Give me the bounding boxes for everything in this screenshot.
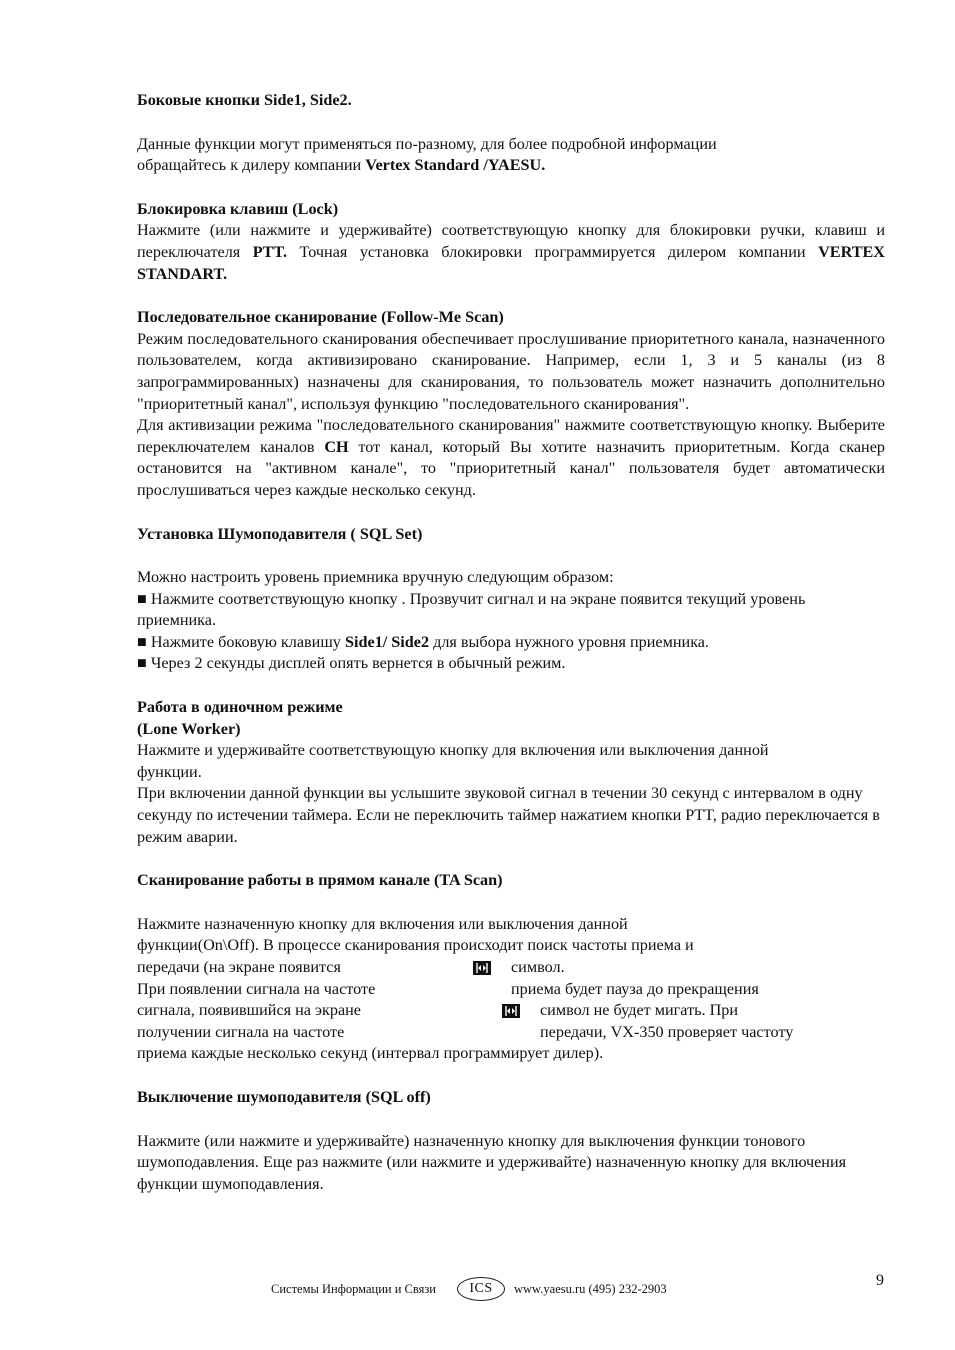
text: ■ Нажмите боковую клавишу	[137, 632, 345, 651]
heading-sql-set: Установка Шумоподавителя ( SQL Set)	[137, 524, 423, 543]
section-side-buttons-text	[137, 134, 885, 177]
paragraph: Нажмите и удерживайте соответствующую кнопку для включения или выключения данной функции.	[137, 741, 769, 781]
bold-text: Vertex Standard /YAESU.	[365, 156, 546, 175]
paragraph: Можно настроить уровень приемника вручную следующим образом:	[137, 568, 614, 587]
heading-side-buttons: Боковые кнопки Side1, Side2.	[137, 91, 352, 109]
page-number: 9	[876, 1272, 884, 1289]
bullet-item: ■ Через 2 секунды дисплей опять вернется в обычный режим.	[137, 654, 566, 673]
paragraph-line: приема каждые несколько секунд (интервал программирует дилер).	[137, 1044, 604, 1063]
paragraph	[137, 155, 885, 177]
heading-lock: Блокировка клавиш (Lock)	[137, 199, 339, 218]
section-lock	[137, 199, 885, 285]
text: Нажмите (или нажмите и удерживайте) соответствующую кнопку для блокировки ручки, клавиш и переключателя	[137, 221, 885, 261]
heading-follow-me-scan: Последовательное сканирование (Follow-Me Scan)	[137, 308, 504, 327]
heading-ta-scan: Сканирование работы в прямом канале (TA Scan)	[137, 871, 503, 890]
ics-logo: ICS	[457, 1277, 505, 1301]
section-follow-me-scan	[137, 307, 885, 501]
section-sql-set-heading	[137, 524, 885, 546]
text: передачи, VX-350 проверяет частоту	[540, 1022, 794, 1041]
ta-scan-icon	[502, 1004, 520, 1018]
page-footer	[0, 1277, 955, 1303]
text: передачи (на экране появится	[137, 958, 341, 976]
section-ta-scan	[137, 914, 885, 1065]
bold-text: Side1/ Side2	[344, 632, 430, 651]
paragraph	[137, 134, 885, 156]
text: символ.	[511, 958, 565, 976]
section-ta-scan-heading	[137, 870, 885, 892]
section-lone-worker	[137, 697, 885, 848]
ta-line-4	[137, 979, 885, 1001]
bullet-item: ■ Нажмите соответствующую кнопку . Прозвучит сигнал и на экране появится текущий уровень приемника.	[137, 589, 806, 630]
text: тот канал, который Вы хотите назначить приоритетным. Когда сканер остановится на "активном канале", то "приоритетный канал" пользователя будет автоматически прослушиваться через каждые несколько секунд.	[137, 437, 886, 499]
ta-line-6	[137, 1022, 885, 1044]
section-sql-off-heading	[137, 1087, 885, 1109]
document-body	[137, 90, 885, 1195]
text: Для активизации режима "последовательного сканирования" нажмите соответствующую кнопку. Выберите переключателем каналов	[137, 416, 885, 456]
bold-text: VERTEX STANDART.	[137, 242, 885, 283]
bold-text: PTT.	[252, 242, 288, 261]
section-sql-off	[137, 1131, 885, 1196]
paragraph: При включении данной функции вы услышите звуковой сигнал в течении 30 секунд с интервалом в одну секунду по истечении таймера. Если не переключить таймер нажатием кнопки PTT, радио переключается в режим аварии.	[137, 784, 880, 846]
heading-lone-worker: Работа в одиночном режиме	[137, 698, 343, 717]
text: приема будет пауза до прекращения	[511, 979, 759, 998]
paragraph: Нажмите (или нажмите и удерживайте) назначенную кнопку для выключения функции тонового шумоподавления. Еще раз нажмите (или нажмите и удерживайте) назначенную кнопку для включения функции шумоподавления.	[137, 1131, 847, 1193]
ta-line-5	[137, 1000, 885, 1022]
heading-sql-off: Выключение шумоподавителя (SQL off)	[137, 1087, 431, 1106]
text: При появлении сигнала на частоте	[137, 979, 376, 998]
ta-line-3	[137, 957, 885, 979]
paragraph	[137, 220, 885, 285]
text: получении сигнала на частоте	[137, 1022, 345, 1041]
section-sql-set	[137, 567, 885, 675]
text: символ не будет мигать. При	[540, 1001, 739, 1020]
text: Данные функции могут применяться по-разному, для более подробной информации	[137, 134, 717, 153]
paragraph-line: функции(On\Off). В процессе сканирования происходит поиск частоты приема и	[137, 936, 694, 955]
paragraph-line: Нажмите назначенную кнопку для включения или выключения данной	[137, 914, 628, 933]
bullet-item	[137, 632, 885, 654]
paragraph: Режим последовательного сканирования обеспечивает прослушивание приоритетного канала, назначенного пользователем, когда активизировано сканирование. Например, если 1, 3 и 5 каналы (из 8 запрограммированных) назначены для сканирования, то пользователь может назначить дополнительно "приоритетный канал", используя функцию "последовательного сканирования".	[137, 329, 885, 413]
paragraph	[137, 415, 885, 501]
heading-lone-worker-sub: (Lone Worker)	[137, 719, 241, 738]
text: Точная установка блокировки программируется дилером компании	[287, 242, 819, 261]
bold-text: CH	[324, 437, 349, 456]
ta-scan-icon	[473, 961, 491, 975]
footer-contact: www.yaesu.ru (495) 232-2903	[514, 1282, 667, 1296]
text: обращайтесь к дилеру компании	[137, 156, 366, 175]
text: для выбора нужного уровня приемника.	[429, 632, 710, 651]
footer-company: Системы Информации и Связи	[271, 1282, 436, 1296]
text: сигнала, появившийся на экране	[137, 1001, 361, 1020]
section-side-buttons	[137, 90, 885, 112]
